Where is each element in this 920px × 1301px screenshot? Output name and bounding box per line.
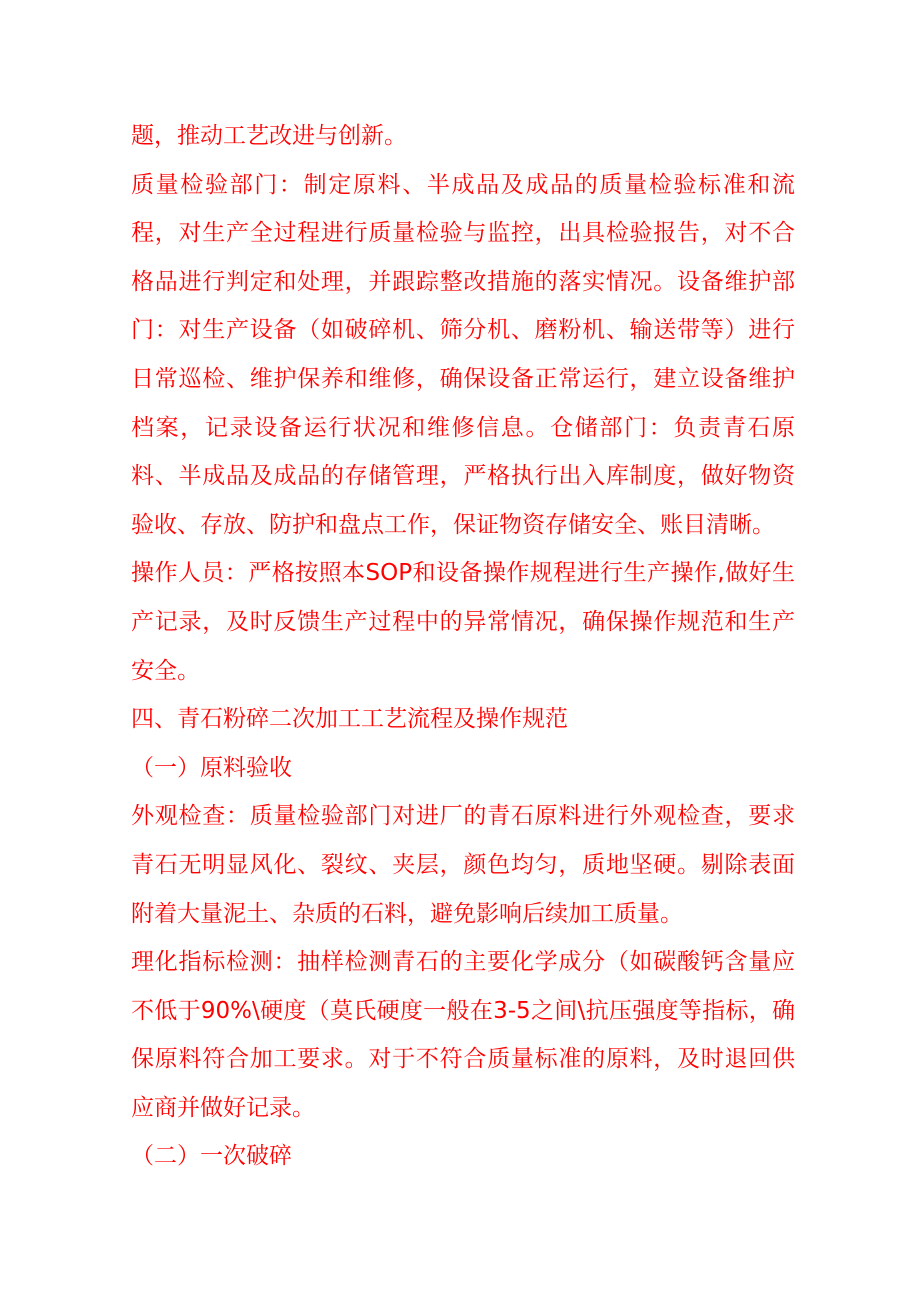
paragraph-department-duties: 质量检验部门：制定原料、半成品及成品的质量检验标准和流程，对生产全过程进行质量检验与监控，出具检验报告，对不合格品进行判定和处理，并跟踪整改措施的落实情况。设备维护部门：对生产设备（如破碎机、筛分机、磨粉机、输送带等）进行日常巡检、维护保养和维修，确保设备正常运行，建立设备维护档案，记录设备运行状况和维修信息。仓储部门：负责青石原料、半成品及成品的存储管理，严格执行出入库制度，做好物资验收、存放、防护和盘点工作，保证物资存储安全、账目清晰。 [131,171,795,538]
subsection-heading-1: （一）原料验收 [131,754,292,781]
paragraph-operators: 操作人员：严格按照本SOP和设备操作规程进行生产操作,做好生产记录，及时反馈生产过程中的异常情况，确保操作规范和生产安全。 [131,560,795,684]
section-heading: 四、青石粉碎二次加工工艺流程及操作规范 [131,706,568,733]
document-page [131,112,795,1181]
paragraph-continuation: 题，推动工艺改进与创新。 [131,123,407,149]
paragraph-physchem-testing: 理化指标检测：抽样检测青石的主要化学成分（如碳酸钙含量应不低于90%\硬度（莫氏硬度一般在3-5之间\抗压强度等指标，确保原料符合加工要求。对于不符合质量标准的原料，及时退回供应商并做好记录。 [131,949,795,1121]
paragraph-visual-inspection: 外观检查：质量检验部门对进厂的青石原料进行外观检查，要求青石无明显风化、裂纹、夹层，颜色均匀，质地坚硬。剔除表面附着大量泥土、杂质的石料，避免影响后续加工质量。 [131,803,795,927]
subsection-heading-2: （二）一次破碎 [131,1143,292,1170]
